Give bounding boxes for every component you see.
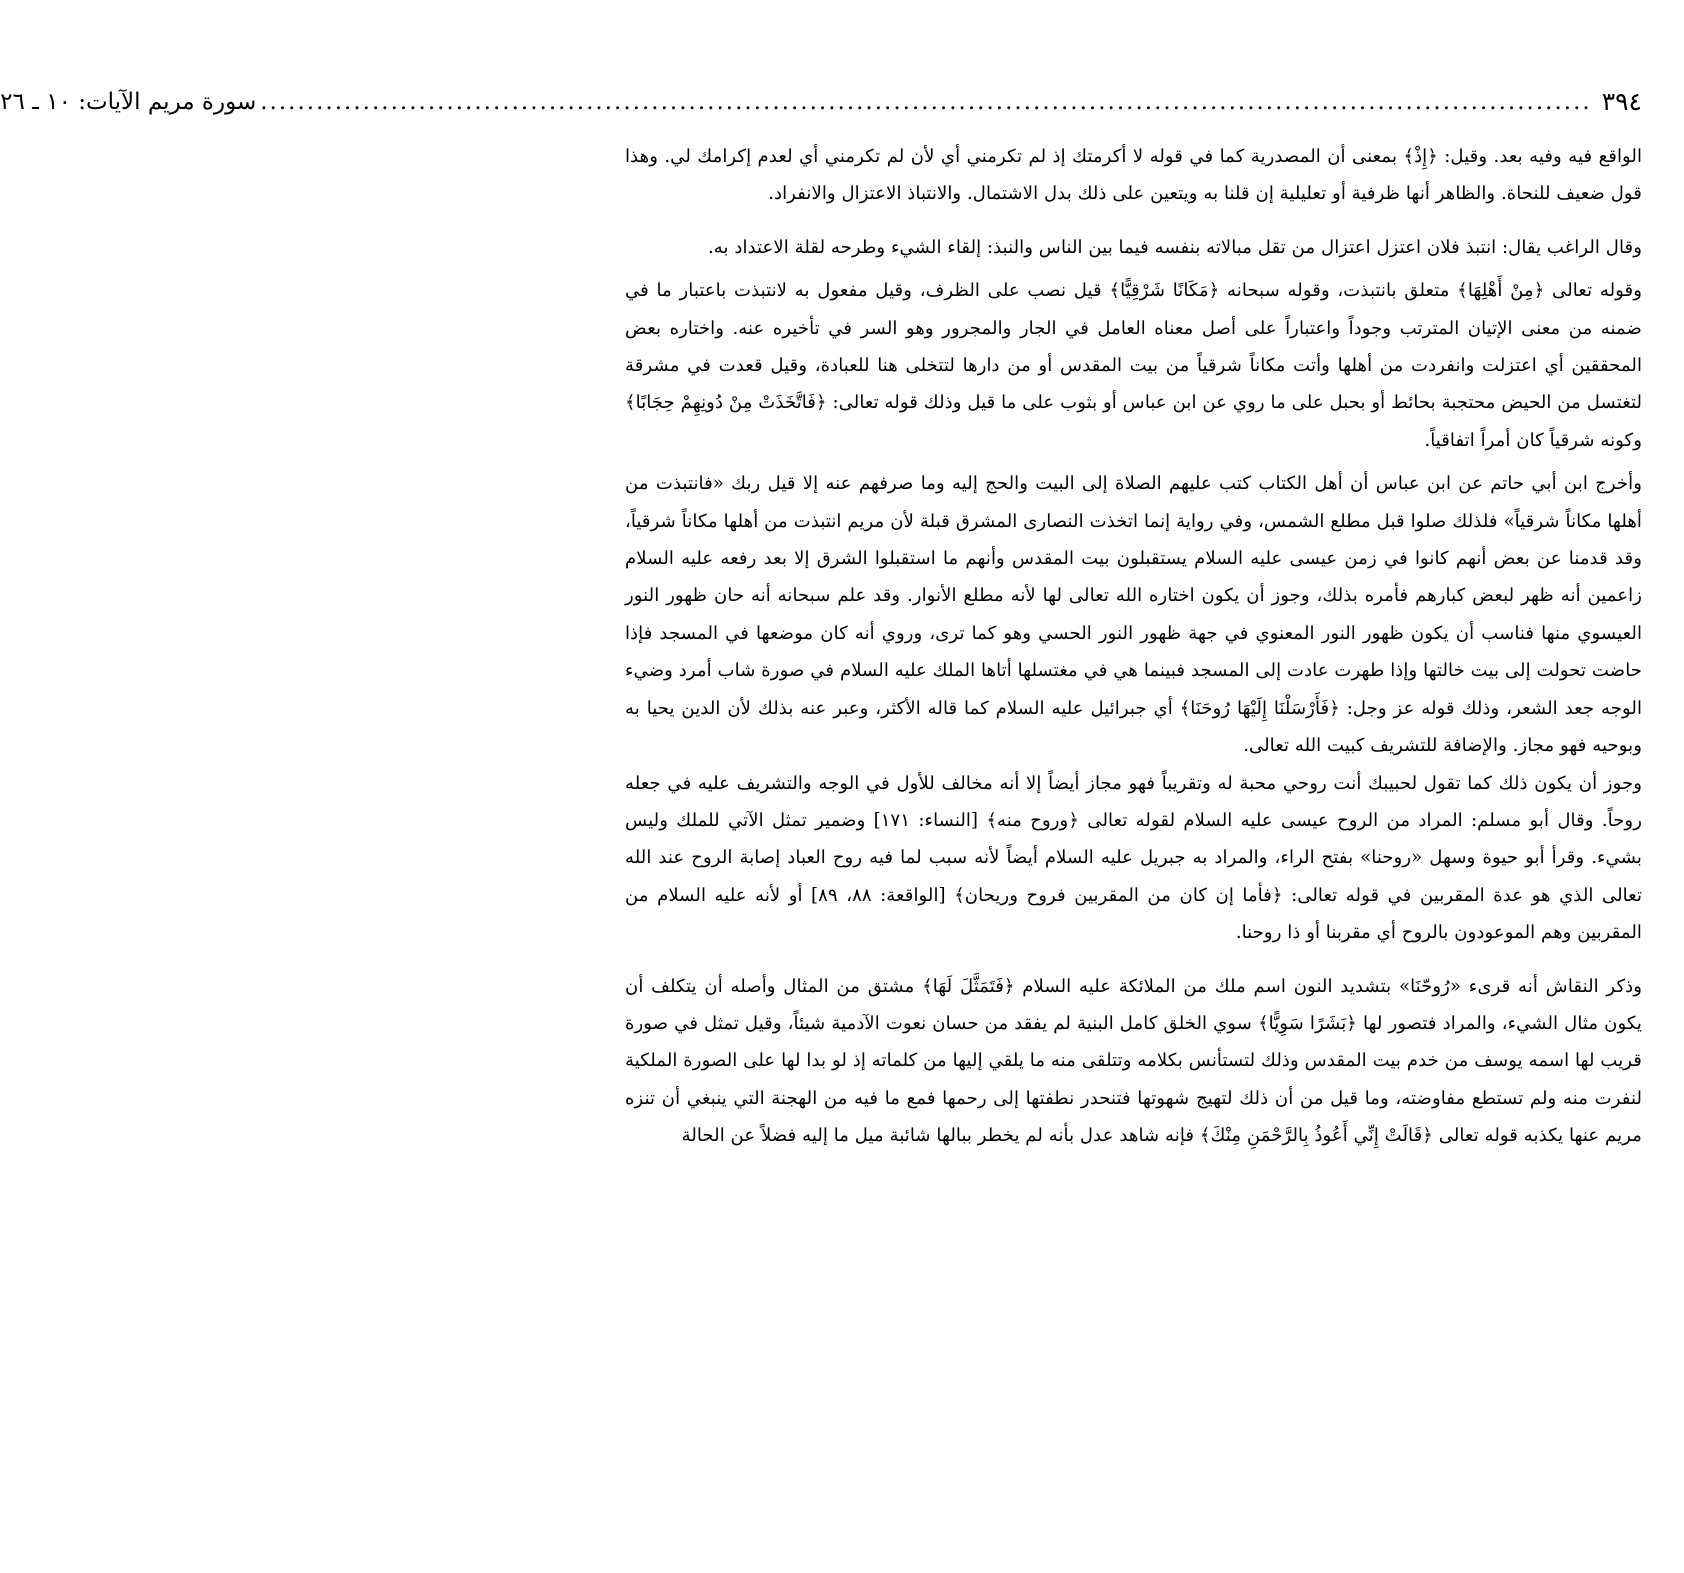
paragraph: وأخرج ابن أبي حاتم عن ابن عباس أن أهل الكتاب كتب عليهم الصلاة إلى البيت والحج إليه وما صرفهم عنه إلا قيل ربك «فانتبذت من أهلها مكاناً شرقياً» فلذلك صلوا قبل مطلع الشمس، وفي رواية إنما اتخذت النصارى المشرق قبلة لأن مريم انتبذت من أهلها مكاناً شرقياً، وقد قدمنا عن بعض أنهم كانوا في زمن عيسى عليه السلام يستقبلون بيت المقدس وأنهم ما استقبلوا الشرق إلا بعد رفعه عليه السلام زاعمين أنه ظهر لبعض كبارهم فأمره بذلك، وجوز أن يكون اختاره الله تعالى لها لأنه مطلع الأنوار. وقد علم سبحانه أنه حان ظهور النور العيسوي منها فناسب أن يكون ظهور النور المعنوي في جهة ظهور النور الحسي وهو كما ترى، وروي أنه كان موضعها في المسجد فإذا حاضت تحولت إلى بيت خالتها وإذا طهرت عادت إلى المسجد فبينما هي في مغتسلها أتاها الملك عليه السلام في صورة شاب أمرد وضيء الوجه جعد الشعر، وذلك قوله عز وجل: ﴿فَأَرْسَلْنَا إِلَيْهَا رُوحَنَا﴾ أي جبرائيل عليه السلام كما قاله الأكثر، وعبر عنه بذلك لأن الدين يحيا به وبوحيه فهو مجاز. والإضافة للتشريف كبيت الله تعالى. xyxy=(625,473,1643,757)
commentary-text xyxy=(625,138,1642,1155)
running-header xyxy=(0,82,1642,122)
paragraph: وذكر النقاش أنه قرىء «رُوحّنَا» بتشديد النون اسم ملك من الملائكة عليه السلام ﴿فَتَمَثَّلَ لَهَا﴾ مشتق من المثال وأصله أن يتكلف أن يكون مثال الشيء، والمراد فتصور لها ﴿بَشَرًا سَوِيًّا﴾ سوي الخلق كامل البنية لم يفقد من حسان نعوت الآدمية شيئاً، وقيل تمثل في صورة قريب لها اسمه يوسف من خدم بيت المقدس وذلك لتستأنس بكلامه وتتلقى منه ما يلقي إليها من كلماته إذ لو بدا لها على الصورة الملكية لنفرت منه ولم تستطع مفاوضته، وما قيل من أن ذلك لتهيج شهوتها فتنحدر نطفتها إلى رحمها فمع ما فيه من الهجنة التي ينبغي أن تنزه مريم عنها يكذبه قوله تعالى ﴿قَالَتْ إِنِّي أَعُوذُ بِالرَّحْمَنِ مِنْكَ﴾ فإنه شاهد عدل بأنه لم يخطر ببالها شائبة ميل ما إليه فضلاً عن الحالة xyxy=(625,975,1642,1147)
sura-title: سورة مريم الآيات: ١٠ ـ ٢٦ xyxy=(0,89,257,115)
paragraph: وقال الراغب يقال: انتبذ فلان اعتزل اعتزال من تقل مبالاته بنفسه فيما بين الناس والنبذ: إلقاء الشيء وطرحه لقلة الاعتداد به. xyxy=(707,236,1642,258)
paragraph: وقوله تعالى ﴿مِنْ أَهْلِهَا﴾ متعلق بانتبذت، وقوله سبحانه ﴿مَكَانًا شَرْقِيًّا﴾ قيل نصب على الظرف، وقيل مفعول به لانتبذت باعتبار ما في ضمنه من معنى الإتيان المترتب وجوداً واعتباراً على أصل معناه العامل في الجار والمجرور وهو السر في تأخيره عنه. واختاره بعض المحققين أي اعتزلت وانفردت من أهلها وأتت مكاناً شرقياً من بيت المقدس أو من دارها لتتخلى هنا للعبادة، وقيل قعدت في مشرقة لتغتسل من الحيض محتجبة بحائط أو بحبل على ما روي عن ابن عباس أو بثوب على ما قيل وذلك قوله تعالى: ﴿فَاتَّخَذَتْ مِنْ دُونِهِمْ حِجَابًا﴾ وكونه شرقياً كان أمراً اتفاقياً. xyxy=(625,280,1642,451)
header-dot-leader: ............................................................................................................................................... xyxy=(260,89,1592,115)
paragraph: الواقع فيه وفيه بعد. وقيل: ﴿إِذْ﴾ بمعنى أن المصدرية كما في قوله لا أكرمتك إذ لم تكرمني أي لأن لم تكرمني أي لعدم إكرامك لي. وهذا قول ضعيف للنحاة. والظاهر أنها ظرفية أو تعليلية إن قلنا به ويتعين على ذلك بدل الاشتمال. والانتباذ الاعتزال والانفراد. xyxy=(625,146,1642,205)
paragraph: وجوز أن يكون ذلك كما تقول لحبيبك أنت روحي محبة له وتقريباً فهو مجاز أيضاً إلا أنه مخالف للأول في الوجه والتشريف عليه في جعله روحاً. وقال أبو مسلم: المراد من الروح عيسى عليه السلام لقوله تعالى ﴿وروح منه﴾ [النساء: ١٧١] وضمير تمثل الآتي للملك وليس بشيء. وقرأ أبو حيوة وسهل «روحنا» بفتح الراء، والمراد به جبريل عليه السلام أيضاً لأنه سبب لما فيه روح العباد إصابة الروح عند الله تعالى الذي هو عدة المقربين في قوله تعالى: ﴿فأما إن كان من المقربين فروح وريحان﴾ [الواقعة: ٨٨، ٨٩] أو لأنه عليه السلام من المقربين وهم الموعودون بالروح أي مقربنا أو ذا روحنا. xyxy=(625,772,1643,944)
book-page xyxy=(0,78,1643,1573)
page-number: ٣٩٤ xyxy=(1601,87,1642,116)
